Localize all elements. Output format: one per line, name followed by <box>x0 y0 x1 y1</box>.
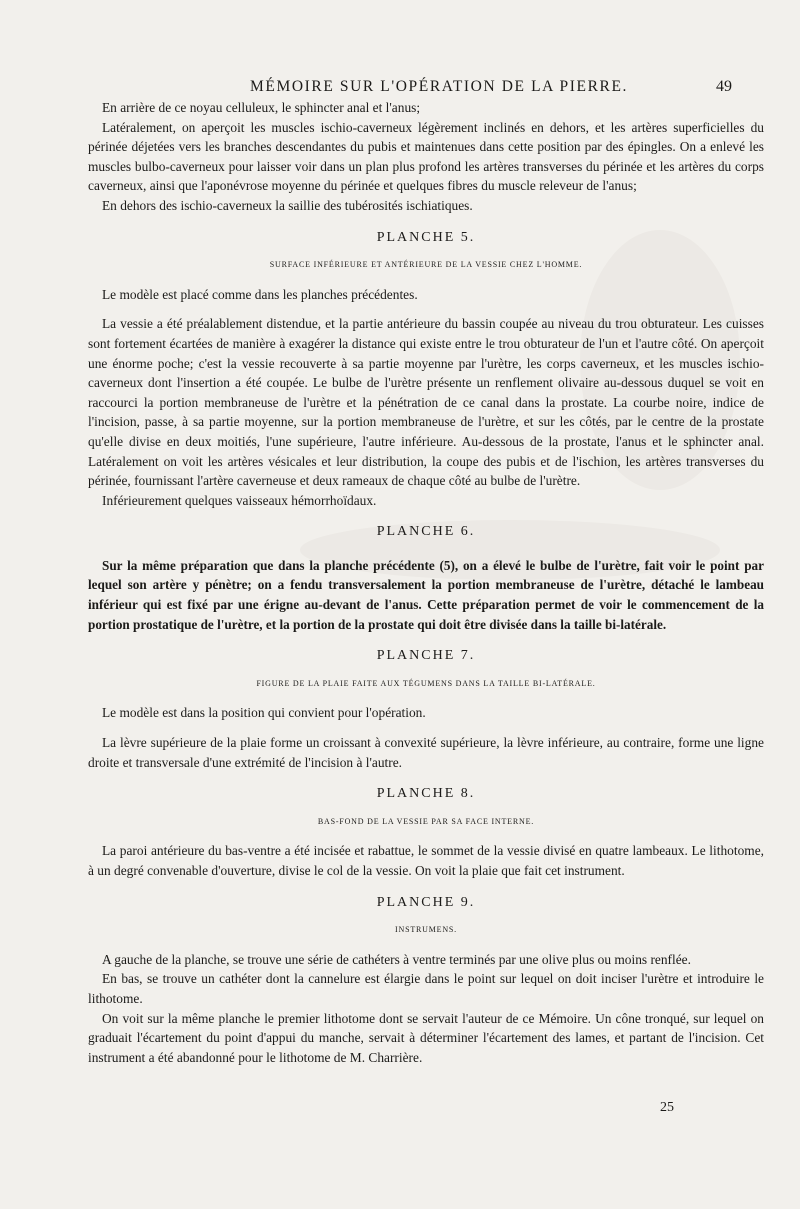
paragraph: En arrière de ce noyau celluleux, le sphincter anal et l'anus; <box>102 100 421 115</box>
paragraph: La vessie a été préalablement distendue, et la partie antérieure du bassin coupée au niveau du trou obturateur. Les cuisses sont fortement écartées de manière à exagérer la distance qui existe entre le trou obturateur de l'un et l'autre côté. On aperçoit une énorme poche; c'est la vessie recouverte à sa partie moyenne par l'urètre, les corps caverneux, et les muscles ischio-caverneux dont l'insertion a été coupée. Le bulbe de l'urètre présente un renflement olivaire au-dessous duquel se voit en raccourci la portion membraneuse de l'urètre et la pénétration de ce canal dans la prostate. La courbe noire, indice de l'incision, passe, à sa partie moyenne, sur la portion membraneuse de l'urètre, et sur les côtés, par le centre de la prostate qu'elle divise en deux moitiés, l'une supérieure, l'autre inférieure. Au-dessous de la prostate, l'anus et le sphincter anal. Latéralement on voit les artères vésicales et leur distribution, la coupe des pubis et de l'ischion, les artères transverses du périnée, fournissant l'artère caverneuse et deux rameaux de chaque côté au bulbe de l'urètre. <box>88 316 764 489</box>
intro-section <box>88 98 764 216</box>
plate-subtitle: FIGURE DE LA PLAIE FAITE AUX TÉGUMENS DANS LA TAILLE BI-LATÉRALE. <box>256 678 596 688</box>
paragraph: A gauche de la planche, se trouve une série de cathéters à ventre terminés par une olive plus ou moins renflée. <box>102 951 691 967</box>
plate-subtitle: BAS-FOND DE LA VESSIE PAR SA FACE INTERNE. <box>317 816 535 826</box>
paragraph: La paroi antérieure du bas-ventre a été incisée et rabattue, le sommet de la vessie divisé en quatre lambeaux. Le lithotome, à un degré convenable d'ouverture, divise le col de la vessie. On voit la plaie que fait cet instrument. <box>88 843 764 878</box>
paragraph: En dehors des ischio-caverneux la saillie des tubérosités ischiatiques. <box>102 197 473 213</box>
plate-7-section <box>88 646 764 772</box>
plate-heading: PLANCHE 5. <box>376 229 476 245</box>
signature-mark: 25 <box>660 1100 674 1115</box>
plate-5-section <box>88 228 764 511</box>
page-number: 49 <box>716 78 732 95</box>
plate-heading: PLANCHE 9. <box>376 894 476 910</box>
plate-heading: PLANCHE 7. <box>376 648 476 664</box>
page-header <box>0 78 800 98</box>
plate-6-section <box>88 522 764 634</box>
paragraph: On voit sur la même planche le premier lithotome dont se servait l'auteur de ce Mémoire. Un cône tronqué, sur lequel on graduait l'écartement du point d'appui du manche, servait à déterminer l'écartement des lames, et partant de l'incision. Cet instrument a été abandonné pour le lithotome de M. Charrière. <box>88 1010 764 1065</box>
plate-9-section <box>88 893 764 1068</box>
paragraph: Le modèle est placé comme dans les planches précédentes. <box>102 286 418 302</box>
paragraph: La lèvre supérieure de la plaie forme un croissant à convexité supérieure, la lèvre inférieure, au contraire, forme une ligne droite et transversale d'une extrémité de l'incision à l'autre. <box>88 735 764 770</box>
paragraph: Inférieurement quelques vaisseaux hémorrhoïdaux. <box>102 492 377 508</box>
plate-subtitle: INSTRUMENS. <box>395 925 457 935</box>
page-body <box>88 98 764 1067</box>
paragraph: Sur la même préparation que dans la planche précédente (5), on a élevé le bulbe de l'urètre, fait voir le point par lequel son artère y pénètre; on a fendu transversalement la portion membraneuse de l'urètre, détaché le lambeau inférieur qui est fixé par une érigne au-devant de l'anus. Cette préparation permet de voir le commencement de la portion prostatique de l'urètre, et la portion de la prostate qui doit être divisée dans la taille bi-latérale. <box>88 557 764 632</box>
paragraph: Latéralement, on aperçoit les muscles ischio-caverneux légèrement inclinés en dehors, et les artères superficielles du périnée déjetées vers les branches descendantes du pubis et maintenues dans cette position par des épingles. On a enlevé les muscles bulbo-caverneux pour laisser voir dans un plan plus profond les artères transverses du périnée et les artères du corps caverneux, ainsi que l'aponévrose moyenne du périnée et quelques fibres du muscle releveur de l'anus; <box>88 119 764 194</box>
paragraph: Le modèle est dans la position qui convient pour l'opération. <box>102 705 426 721</box>
plate-8-section <box>88 784 764 880</box>
plate-heading: PLANCHE 6. <box>376 524 476 540</box>
paragraph: En bas, se trouve un cathéter dont la cannelure est élargie dans le point sur lequel on doit inciser l'urètre et introduire le lithotome. <box>88 971 764 1006</box>
plate-subtitle: SURFACE INFÉRIEURE ET ANTÉRIEURE DE LA VESSIE CHEZ L'HOMME. <box>269 260 583 270</box>
plate-heading: PLANCHE 8. <box>376 786 476 802</box>
running-title: MÉMOIRE SUR L'OPÉRATION DE LA PIERRE. <box>250 78 629 95</box>
